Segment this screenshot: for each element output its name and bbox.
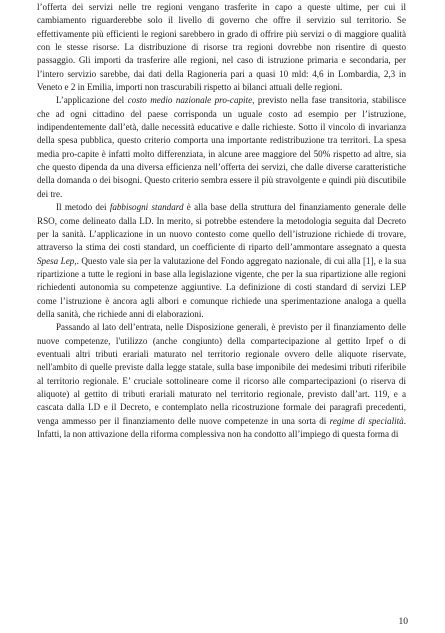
body-text [37,1,406,441]
page-number: 10 [398,617,408,627]
paragraph-text: Passando al lato dell’entrata, nelle Disposizione generali, è previsto per il finanziamento delle nuove competenze, l'utilizzo (anche congiunto) della compartecipazione al gettito Irpef o di eventuali altri tributi erariali maturato nel territorio regionale ovvero delle aliquote riservate, nell'ambito di quelle previste dalla legge statale, sulla base imponibile dei medesimi tributi riferibile al territorio regionale. E’ cruciale sottolineare come il ricorso alle compartecipazioni (o riserva di aliquote) al gettito di tributi erariali maturato nel territorio regionale, previsto dall’art. 119, e a cascata dalla LD e il Decreto, e contemplato nella ricostruzione formale dei paragrafi precedenti, venga ammesso per il finanziamento delle nuove competenze in una sorta di [37,322,406,426]
paragraph [37,321,406,441]
paragraph-text: è alla base della struttura del finanziamento generale delle RSO, come delineato dalla LD. In merito, si potrebbe estendere la metodologia seguita dal Decreto per la sanità. L’applicazione in un nuovo contesto come quello dell’istruzione richiede di trovare, attraverso la stima dei costi standard, un coefficiente di riparto dell’ammontare assegnato a questa [37,202,406,253]
paragraph-text: . Questo vale sia per la valutazione del Fondo aggregato nazionale, di cui alla [1], e la sua ripartizione a tutte le regioni in base alla legislazione vigente, che per la sua ripartizione alle regioni richiedenti autonomia su competenze aggiuntive. La definizione di costi standard di servizi LEP come l’istruzione è ancora agli albori e comunque richiede una sperimentazione analoga a quella della sanità, che richiede anni di elaborazioni. [37,255,406,319]
italic-term: regime di specialità [329,415,404,426]
paragraph [37,201,406,321]
paragraph-text: Il metodo dei [56,202,110,213]
paragraph [37,94,406,201]
paragraph [37,1,406,94]
paragraph-text: l’offerta dei servizi nelle tre regioni vengano trasferite in capo a queste ultime, per cui il cambiamento riguarderebbe solo il livello di governo che offre il servizio sul territorio. Se effettivamente più efficienti le regioni sarebbero in grado di offrire più servizi o di maggiore qualità con le stesse risorse. La distribuzione di risorse tra regioni dovrebbe non risentire di questo passaggio. Gli importi da trasferire alle regioni, nel caso di istruzione primaria e secondaria, per l’intero servizio sarebbe, dai dati della Ragioneria pari a quasi 10 mld: 4,6 in Lombardia, 2,3 in Veneto e 2 in Emilia, importi non trascurabili rispetto ai bilanci attuali delle regioni. [37,2,406,93]
paragraph-text: , previsto nella fase transitoria, stabilisce che ad ogni cittadino del paese corrisponda un uguale costo ad esempio per l’istruzione, indipendentemente dall’età, dalle necessità educative e dalle richieste. Sotto il vincolo di invarianza della spesa pubblica, questo criterio comporta una importante redistribuzione tra territori. La spesa media pro-capite è infatti molto differenziata, in alcune aree maggiore del 50% rispetto ad altre, sia che questo dipenda da una diversa efficienza nell’offerta dei servizi, che dalle diverse caratteristiche della domanda o dei bisogni. Questo criterio sembra essere il più stravolgente e quindi più discutibile dei tre. [37,95,406,199]
italic-term: Spesa Lep, [37,255,77,266]
paragraph-text: . Infatti, la non attivazione della riforma complessiva non ha condotto all’impiego di questa forma di [37,415,406,439]
italic-term: fabbisogni standard [109,202,184,213]
paragraph-text: L’applicazione del [56,95,128,106]
italic-term: costo medio nazionale pro-capite [127,95,253,106]
